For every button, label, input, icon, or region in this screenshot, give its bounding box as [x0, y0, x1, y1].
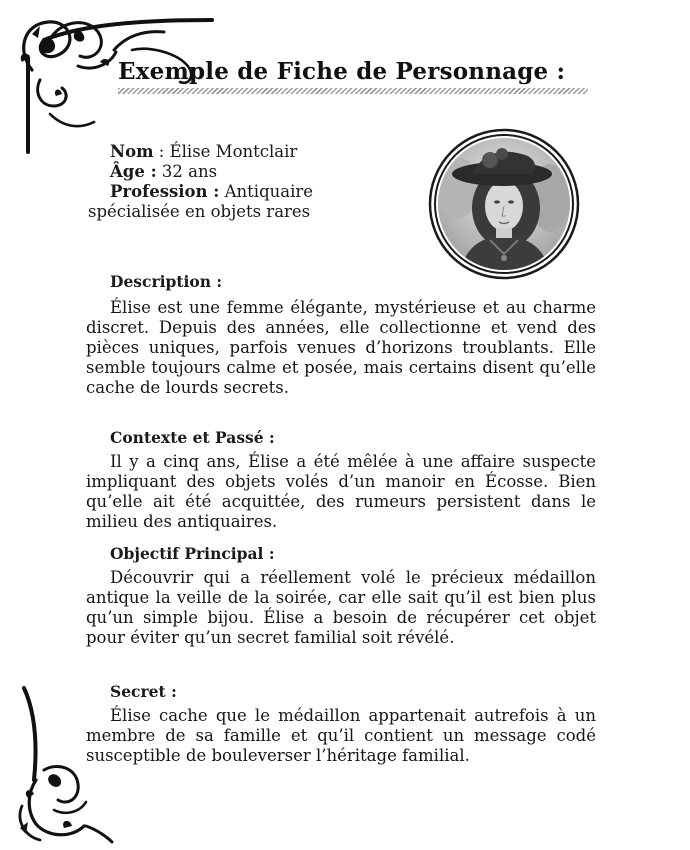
profession-row-continued: [88, 202, 388, 222]
age-row: [88, 162, 388, 182]
secret-heading: Secret :: [110, 682, 177, 701]
objective-heading: Objectif Principal :: [110, 544, 275, 563]
identity-block: [88, 142, 388, 222]
objective-paragraph: Découvrir qui a réellement volé le précieux médaillon antique la veille de la soirée, car elle sait qu’il est bien plus qu’un simple bijou. Élise a besoin de récupérer cet objet pour éviter qu’un secret familial soit révélé.: [86, 568, 596, 647]
page-title: Exemple de Fiche de Personnage :: [118, 58, 566, 85]
flourish-corner-top-icon: [14, 10, 224, 160]
description-paragraph: Élise est une femme élégante, mystérieuse et au charme discret. Depuis des années, elle collectionne et vend des pièces uniques, parfois venues d’horizons troublants. Elle semble toujours calme et posée, mais certains disent qu’elle cache de lourds secrets.: [86, 298, 596, 397]
profession-row: [88, 182, 388, 202]
name-label: Nom: [110, 142, 154, 161]
name-value: : Élise Montclair: [153, 142, 298, 161]
name-row: [88, 142, 388, 162]
profession-label: Profession :: [110, 182, 220, 201]
portrait-medallion: [428, 128, 580, 280]
secret-paragraph: Élise cache que le médaillon appartenait autrefois à un membre de sa famille et qu’il contient un message codé susceptible de bouleverser l’héritage familial.: [86, 706, 596, 765]
context-paragraph: Il y a cinq ans, Élise a été mêlée à une affaire suspecte impliquant des objets volés d’un manoir en Écosse. Bien qu’elle ait été acquittée, des rumeurs persistent dans le milieu des antiquaires.: [86, 452, 596, 531]
context-heading: Contexte et Passé :: [110, 428, 275, 447]
description-heading: Description :: [110, 272, 223, 291]
age-value: 32 ans: [156, 162, 218, 181]
title-rule: [118, 88, 588, 94]
profession-value-continued: spécialisée en objets rares: [88, 202, 311, 221]
age-label: Âge :: [110, 162, 157, 181]
profession-value: Antiquaire: [219, 182, 314, 201]
